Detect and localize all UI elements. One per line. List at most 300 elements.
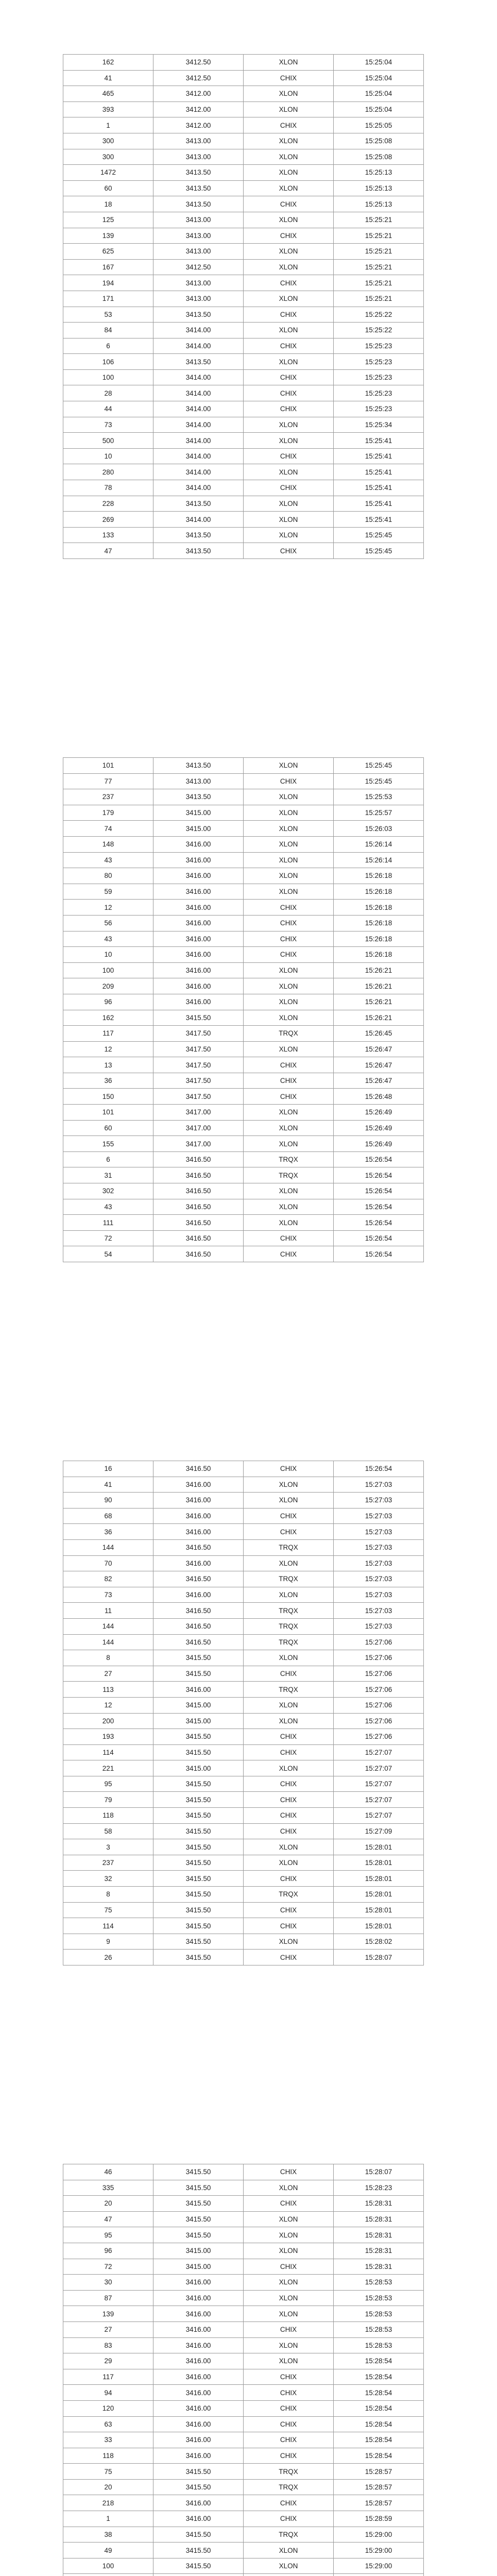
time-cell: 15:27:03 [334,1477,424,1493]
price-cell: 3416.00 [153,915,244,931]
time-cell: 15:28:01 [334,1918,424,1934]
venue-cell: XLON [244,2306,334,2322]
time-cell: 15:28:54 [334,2385,424,2401]
price-cell: 3415.00 [153,821,244,837]
time-cell: 15:26:18 [334,947,424,963]
volume-cell: 30 [63,2275,153,2291]
table-row [63,2558,424,2574]
time-cell: 15:25:41 [334,448,424,464]
price-cell: 3412.00 [153,101,244,117]
price-cell: 3416.00 [153,1508,244,1524]
table-row [63,978,424,994]
volume-cell: 171 [63,291,153,307]
price-cell: 3415.50 [153,1934,244,1950]
table-row [63,2511,424,2527]
table-row [63,180,424,196]
time-cell: 15:25:41 [334,496,424,512]
table-row [63,1041,424,1057]
time-cell: 15:28:57 [334,2464,424,2480]
time-cell: 15:25:21 [334,259,424,275]
price-cell: 3415.50 [153,1887,244,1903]
table-row [63,385,424,401]
price-cell: 3415.50 [153,2196,244,2212]
price-cell: 3417.00 [153,1105,244,1121]
price-cell: 3413.50 [153,527,244,543]
table-row [63,1744,424,1760]
price-cell: 3413.50 [153,354,244,370]
table-row [63,117,424,133]
volume-cell: 118 [63,2448,153,2464]
venue-cell: CHIX [244,1776,334,1792]
venue-cell: CHIX [244,1792,334,1808]
table-row [63,1461,424,1477]
price-cell: 3416.50 [153,1151,244,1167]
price-cell: 3417.50 [153,1057,244,1073]
venue-cell: CHIX [244,947,334,963]
venue-cell: XLON [244,1587,334,1603]
price-cell: 3416.00 [153,1524,244,1540]
price-cell [153,2574,244,2576]
time-cell: 15:26:54 [334,1167,424,1183]
price-cell: 3415.50 [153,1010,244,1026]
volume-cell: 73 [63,1587,153,1603]
price-cell: 3414.00 [153,464,244,480]
volume-cell: 53 [63,307,153,323]
table-row [63,868,424,884]
volume-cell: 44 [63,401,153,417]
table-row [63,1934,424,1950]
table-row [63,1167,424,1183]
venue-cell: XLON [244,259,334,275]
price-cell: 3416.00 [153,2337,244,2353]
venue-cell: XLON [244,1183,334,1199]
table-row [63,2211,424,2227]
volume-cell: 26 [63,1950,153,1965]
volume-cell: 118 [63,1808,153,1824]
volume-cell: 155 [63,1136,153,1152]
price-cell: 3415.50 [153,1729,244,1745]
table-row [63,931,424,947]
time-cell: 15:25:21 [334,275,424,291]
price-cell: 3415.00 [153,2259,244,2275]
venue-cell: CHIX [244,2400,334,2416]
price-cell: 3416.00 [153,2432,244,2448]
volume-cell: 68 [63,1508,153,1524]
time-cell: 15:28:01 [334,1839,424,1855]
price-cell: 3415.50 [153,1839,244,1855]
table-row [63,2243,424,2259]
venue-cell: XLON [244,133,334,149]
table-row [63,323,424,338]
price-cell: 3416.00 [153,2275,244,2291]
volume-cell: 12 [63,1041,153,1057]
time-cell: 15:27:03 [334,1555,424,1571]
venue-cell: XLON [244,962,334,978]
venue-cell: CHIX [244,369,334,385]
time-cell: 15:25:13 [334,180,424,196]
table-row [63,1539,424,1555]
time-cell: 15:27:09 [334,1823,424,1839]
venue-cell: CHIX [244,1230,334,1246]
venue-cell: CHIX [244,1666,334,1682]
table-row [63,2574,424,2576]
time-cell: 15:25:45 [334,543,424,559]
volume-cell: 209 [63,978,153,994]
table-row [63,2448,424,2464]
table-row [63,2227,424,2243]
time-cell: 15:27:03 [334,1618,424,1634]
venue-cell: CHIX [244,1073,334,1089]
price-cell: 3414.00 [153,338,244,354]
venue-cell: XLON [244,821,334,837]
volume-cell: 1 [63,117,153,133]
price-cell: 3415.50 [153,1902,244,1918]
time-cell: 15:27:03 [334,1539,424,1555]
time-cell: 15:26:54 [334,1199,424,1215]
venue-cell: CHIX [244,275,334,291]
venue-cell: XLON [244,978,334,994]
venue-cell: XLON [244,1555,334,1571]
table-row [63,805,424,821]
price-cell: 3414.00 [153,323,244,338]
volume-cell: 49 [63,2543,153,2558]
table-row [63,212,424,228]
price-cell: 3416.50 [153,1215,244,1231]
time-cell: 15:28:54 [334,2448,424,2464]
time-cell: 15:26:54 [334,1230,424,1246]
price-cell: 3412.00 [153,86,244,102]
table-row [63,512,424,528]
volume-cell: 82 [63,1571,153,1587]
table-row [63,1571,424,1587]
time-cell [334,2574,424,2576]
time-cell: 15:26:54 [334,1183,424,1199]
venue-cell [244,2574,334,2576]
venue-cell: CHIX [244,1089,334,1105]
price-cell: 3413.00 [153,244,244,260]
time-cell: 15:28:53 [334,2321,424,2337]
price-cell: 3415.00 [153,1713,244,1729]
table-row [63,1697,424,1713]
price-cell: 3417.00 [153,1136,244,1152]
table-row [63,1839,424,1855]
time-cell: 15:28:01 [334,1902,424,1918]
time-cell: 15:28:31 [334,2227,424,2243]
volume-cell: 59 [63,884,153,900]
venue-cell: XLON [244,1199,334,1215]
time-cell: 15:29:00 [334,2527,424,2543]
time-cell: 15:25:23 [334,369,424,385]
venue-cell: XLON [244,1041,334,1057]
time-cell: 15:28:54 [334,2432,424,2448]
venue-cell: XLON [244,180,334,196]
price-cell: 3413.00 [153,212,244,228]
price-cell: 3417.50 [153,1089,244,1105]
time-cell: 15:25:21 [334,244,424,260]
venue-cell: CHIX [244,1461,334,1477]
trades-table [63,2164,424,2576]
venue-cell: CHIX [244,1524,334,1540]
price-cell: 3416.50 [153,1571,244,1587]
volume-cell: 237 [63,789,153,805]
venue-cell: CHIX [244,1823,334,1839]
table-row [63,338,424,354]
venue-cell: XLON [244,2353,334,2369]
price-cell: 3415.50 [153,1950,244,1965]
volume-cell: 625 [63,244,153,260]
venue-cell: XLON [244,323,334,338]
price-cell: 3417.50 [153,1041,244,1057]
volume-cell: 150 [63,1089,153,1105]
venue-cell: CHIX [244,2259,334,2275]
volume-cell: 465 [63,86,153,102]
volume-cell: 60 [63,1120,153,1136]
table-row [63,2416,424,2432]
volume-cell: 8 [63,1650,153,1666]
time-cell: 15:26:54 [334,1246,424,1262]
time-cell: 15:26:49 [334,1105,424,1121]
price-cell: 3416.00 [153,2306,244,2322]
table-row [63,86,424,102]
time-cell: 15:26:47 [334,1073,424,1089]
time-cell: 15:26:54 [334,1215,424,1231]
venue-cell: XLON [244,527,334,543]
volume-cell: 79 [63,1792,153,1808]
table-row [63,884,424,900]
price-cell: 3415.00 [153,1697,244,1713]
table-row [63,2275,424,2291]
price-cell: 3415.50 [153,2527,244,2543]
table-row [63,1587,424,1603]
table-row [63,1057,424,1073]
venue-cell: CHIX [244,915,334,931]
time-cell: 15:25:41 [334,480,424,496]
volume-cell: 28 [63,385,153,401]
table-row [63,1634,424,1650]
volume-cell: 218 [63,2495,153,2511]
volume-cell: 72 [63,2259,153,2275]
table-row [63,291,424,307]
time-cell: 15:26:21 [334,1010,424,1026]
venue-cell: CHIX [244,543,334,559]
venue-cell: XLON [244,868,334,884]
volume-cell: 162 [63,1010,153,1026]
venue-cell: CHIX [244,70,334,86]
venue-cell: CHIX [244,385,334,401]
table-row [63,1855,424,1871]
volume-cell: 179 [63,805,153,821]
price-cell: 3416.00 [153,947,244,963]
venue-cell: XLON [244,1650,334,1666]
volume-cell: 114 [63,1918,153,1934]
volume-cell: 1472 [63,165,153,181]
volume-cell: 125 [63,212,153,228]
time-cell: 15:27:07 [334,1776,424,1792]
volume-cell: 90 [63,1493,153,1509]
volume-cell: 47 [63,2211,153,2227]
table-row [63,1729,424,1745]
table-row [63,464,424,480]
trades-table [63,1461,424,1965]
volume-cell: 228 [63,496,153,512]
table-row [63,1555,424,1571]
venue-cell: CHIX [244,1918,334,1934]
price-cell: 3416.00 [153,1682,244,1698]
venue-cell: CHIX [244,1902,334,1918]
volume-cell: 200 [63,1713,153,1729]
table-row [63,1823,424,1839]
time-cell: 15:25:22 [334,307,424,323]
time-cell: 15:26:47 [334,1041,424,1057]
table-row [63,401,424,417]
venue-cell: CHIX [244,1729,334,1745]
price-cell: 3412.50 [153,259,244,275]
time-cell: 15:25:23 [334,338,424,354]
price-cell: 3416.00 [153,2511,244,2527]
time-cell: 15:27:06 [334,1666,424,1682]
price-cell: 3417.00 [153,1120,244,1136]
volume-cell: 335 [63,2180,153,2196]
table-row [63,2432,424,2448]
trades-table-page-2 [63,757,423,1262]
venue-cell: XLON [244,884,334,900]
venue-cell: XLON [244,1839,334,1855]
volume-cell: 74 [63,821,153,837]
venue-cell: XLON [244,165,334,181]
time-cell: 15:28:53 [334,2275,424,2291]
price-cell: 3416.00 [153,2385,244,2401]
volume-cell: 63 [63,2416,153,2432]
venue-cell: XLON [244,836,334,852]
table-row [63,2353,424,2369]
time-cell: 15:28:07 [334,1950,424,1965]
venue-cell: XLON [244,805,334,821]
volume-cell: 10 [63,448,153,464]
time-cell: 15:25:23 [334,401,424,417]
time-cell: 15:27:07 [334,1792,424,1808]
time-cell: 15:28:31 [334,2259,424,2275]
time-cell: 15:26:47 [334,1057,424,1073]
price-cell: 3416.50 [153,1167,244,1183]
time-cell: 15:27:03 [334,1508,424,1524]
price-cell: 3416.50 [153,1461,244,1477]
table-row [63,417,424,433]
venue-cell: XLON [244,2227,334,2243]
time-cell: 15:27:06 [334,1713,424,1729]
venue-cell: XLON [244,2337,334,2353]
price-cell: 3416.50 [153,1603,244,1619]
time-cell: 15:28:53 [334,2337,424,2353]
table-row [63,1902,424,1918]
table-row [63,354,424,370]
price-cell: 3414.00 [153,369,244,385]
venue-cell: CHIX [244,1950,334,1965]
venue-cell: XLON [244,496,334,512]
venue-cell: CHIX [244,1057,334,1073]
time-cell: 15:25:08 [334,149,424,165]
time-cell: 15:25:04 [334,86,424,102]
venue-cell: XLON [244,994,334,1010]
price-cell: 3417.50 [153,1026,244,1042]
volume-cell: 139 [63,228,153,244]
venue-cell: CHIX [244,401,334,417]
price-cell: 3416.00 [153,900,244,916]
price-cell: 3415.50 [153,1666,244,1682]
venue-cell: CHIX [244,228,334,244]
venue-cell: CHIX [244,2164,334,2180]
price-cell: 3413.50 [153,180,244,196]
time-cell: 15:28:07 [334,2164,424,2180]
venue-cell: TRQX [244,1618,334,1634]
price-cell: 3416.00 [153,931,244,947]
time-cell: 15:25:13 [334,165,424,181]
volume-cell: 114 [63,1744,153,1760]
table-row [63,244,424,260]
price-cell: 3415.00 [153,1760,244,1776]
table-row [63,448,424,464]
time-cell: 15:28:54 [334,2400,424,2416]
volume-cell: 20 [63,2196,153,2212]
table-row [63,962,424,978]
volume-cell: 43 [63,1199,153,1215]
price-cell: 3415.50 [153,1650,244,1666]
venue-cell: XLON [244,2211,334,2227]
time-cell: 15:26:18 [334,884,424,900]
price-cell: 3415.50 [153,2164,244,2180]
table-row [63,821,424,837]
venue-cell: XLON [244,291,334,307]
volume-cell: 29 [63,2353,153,2369]
time-cell: 15:25:34 [334,417,424,433]
price-cell: 3415.50 [153,1918,244,1934]
time-cell: 15:28:53 [334,2290,424,2306]
price-cell: 3416.00 [153,836,244,852]
volume-cell: 41 [63,70,153,86]
price-cell: 3416.00 [153,2321,244,2337]
price-cell: 3416.00 [153,868,244,884]
table-row [63,994,424,1010]
volume-cell: 46 [63,2164,153,2180]
volume-cell: 96 [63,2243,153,2259]
volume-cell: 148 [63,836,153,852]
volume-cell: 101 [63,1105,153,1121]
time-cell: 15:27:03 [334,1587,424,1603]
volume-cell: 94 [63,2385,153,2401]
venue-cell: XLON [244,1010,334,1026]
venue-cell: XLON [244,2290,334,2306]
table-row [63,1760,424,1776]
table-row [63,101,424,117]
price-cell: 3416.00 [153,962,244,978]
time-cell: 15:25:21 [334,212,424,228]
venue-cell: TRQX [244,2527,334,2543]
table-row [63,2259,424,2275]
venue-cell: CHIX [244,2196,334,2212]
time-cell: 15:28:57 [334,2495,424,2511]
time-cell: 15:26:03 [334,821,424,837]
table-row [63,2164,424,2180]
time-cell: 15:27:03 [334,1571,424,1587]
time-cell: 15:25:13 [334,196,424,212]
price-cell: 3414.00 [153,385,244,401]
time-cell: 15:25:41 [334,512,424,528]
venue-cell: XLON [244,852,334,868]
price-cell: 3415.50 [153,2558,244,2574]
table-row [63,149,424,165]
time-cell: 15:28:53 [334,2306,424,2322]
volume-cell: 38 [63,2527,153,2543]
time-cell: 15:26:21 [334,978,424,994]
